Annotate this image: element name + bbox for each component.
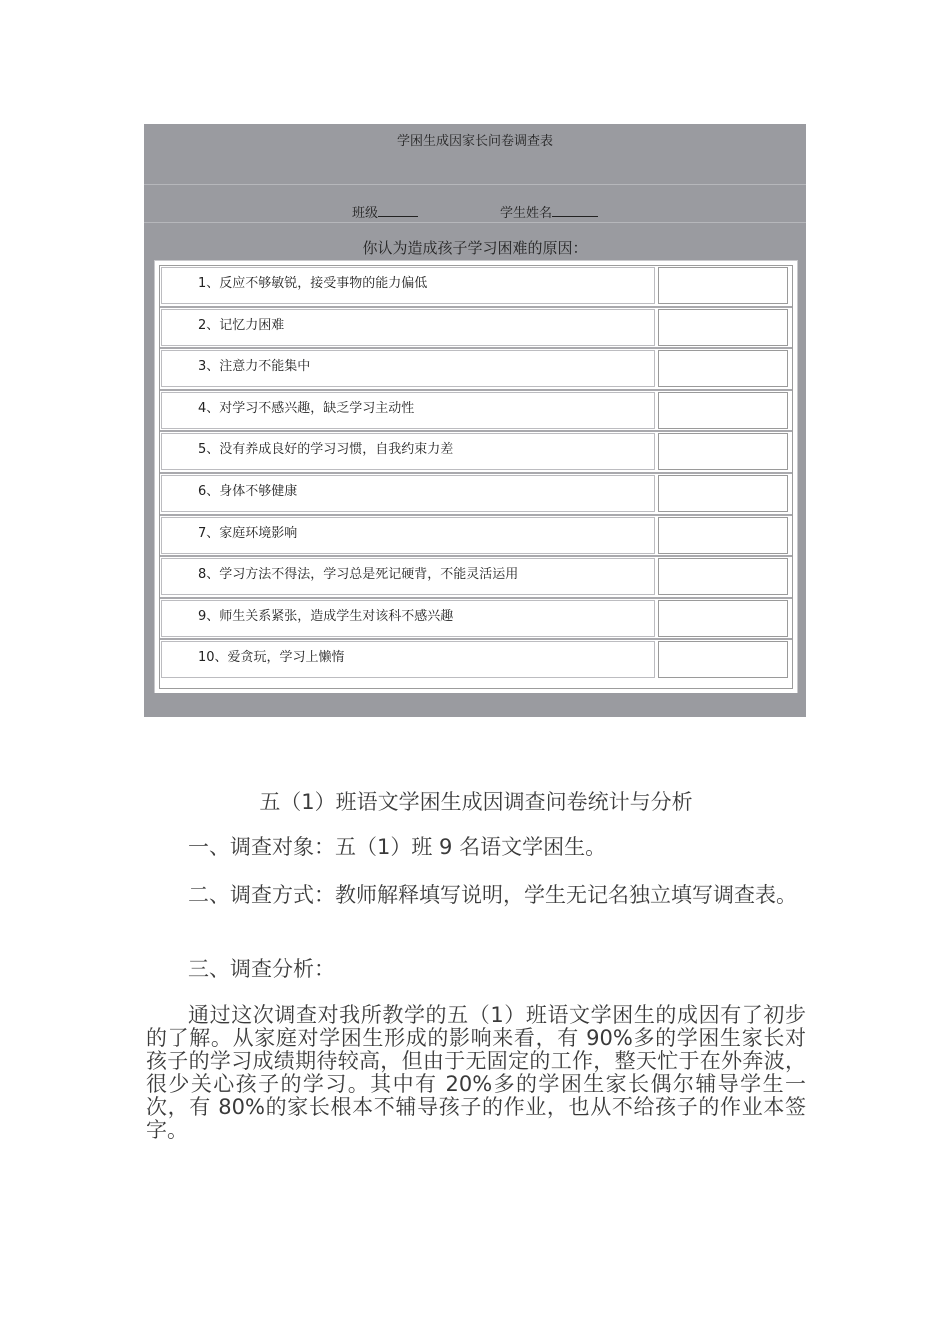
- reason-text: 3、注意力不能集中: [161, 350, 655, 387]
- answer-cell[interactable]: [658, 433, 788, 470]
- reason-text: 5、没有养成良好的学习习惯，自我约束力差: [161, 433, 655, 470]
- paragraph-survey-target: 一、调查对象：五（1）班 9 名语文学困生。: [188, 835, 607, 859]
- answer-cell[interactable]: [658, 600, 788, 637]
- answer-cell[interactable]: [658, 350, 788, 387]
- reason-text: 8、学习方法不得法，学习总是死记硬背，不能灵活运用: [161, 558, 655, 595]
- class-name-line: [144, 202, 806, 221]
- paragraph-analysis-body: 通过这次调查对我所教学的五（1）班语文学困生的成因有了初步的了解。从家庭对学困生形成的影响来看，有 90%多的学困生家长对孩子的学习成绩期待较高，但由于无固定的工作，整天忙于在外奔波，很少关心孩子的学习。其中有 20%多的学困生家长偶尔辅导学生一次，有 80%的家长根本不辅导孩子的作业，也从不给孩子的作业本签字。: [146, 1003, 806, 1142]
- answer-cell[interactable]: [658, 475, 788, 512]
- answer-cell[interactable]: [658, 558, 788, 595]
- survey-question: 你认为造成孩子学习困难的原因：: [362, 239, 588, 257]
- table-row: [160, 474, 792, 516]
- class-blank: [378, 204, 418, 217]
- reasons-table: [154, 260, 798, 694]
- table-row: [160, 349, 792, 391]
- survey-panel: [144, 124, 806, 717]
- table-row: [160, 516, 792, 558]
- table-row: [160, 599, 792, 641]
- reason-text: 7、家庭环境影响: [161, 517, 655, 554]
- divider: [144, 184, 806, 185]
- table-row: [160, 391, 792, 433]
- paragraph-analysis-heading: 三、调查分析：: [188, 957, 335, 981]
- panel-footer-bar: [144, 693, 806, 717]
- table-row: [160, 640, 792, 682]
- reason-text: 4、对学习不感兴趣，缺乏学习主动性: [161, 392, 655, 429]
- reason-text: 10、爱贪玩，学习上懒惰: [161, 641, 655, 678]
- reason-text: 9、师生关系紧张，造成学生对该科不感兴趣: [161, 600, 655, 637]
- student-name-blank: [552, 204, 598, 217]
- answer-cell[interactable]: [658, 517, 788, 554]
- answer-cell[interactable]: [658, 641, 788, 678]
- reason-text: 2、记忆力困难: [161, 309, 655, 346]
- table-row: [160, 266, 792, 308]
- answer-cell[interactable]: [658, 267, 788, 304]
- survey-title: 学困生成因家长问卷调查表: [396, 134, 553, 149]
- class-label: 班级: [351, 206, 378, 221]
- table-row: [160, 557, 792, 599]
- table-row: [160, 308, 792, 350]
- answer-cell[interactable]: [658, 392, 788, 429]
- reason-text: 1、反应不够敏锐，接受事物的能力偏低: [161, 267, 655, 304]
- divider: [144, 222, 806, 223]
- answer-cell[interactable]: [658, 309, 788, 346]
- analysis-title: 五（1）班语文学困生成因调查问卷统计与分析: [259, 790, 693, 814]
- student-name-label: 学生姓名: [500, 206, 553, 221]
- reason-text: 6、身体不够健康: [161, 475, 655, 512]
- table-row: [160, 432, 792, 474]
- paragraph-survey-method: 二、调查方式：教师解释填写说明，学生无记名独立填写调查表。: [188, 883, 797, 907]
